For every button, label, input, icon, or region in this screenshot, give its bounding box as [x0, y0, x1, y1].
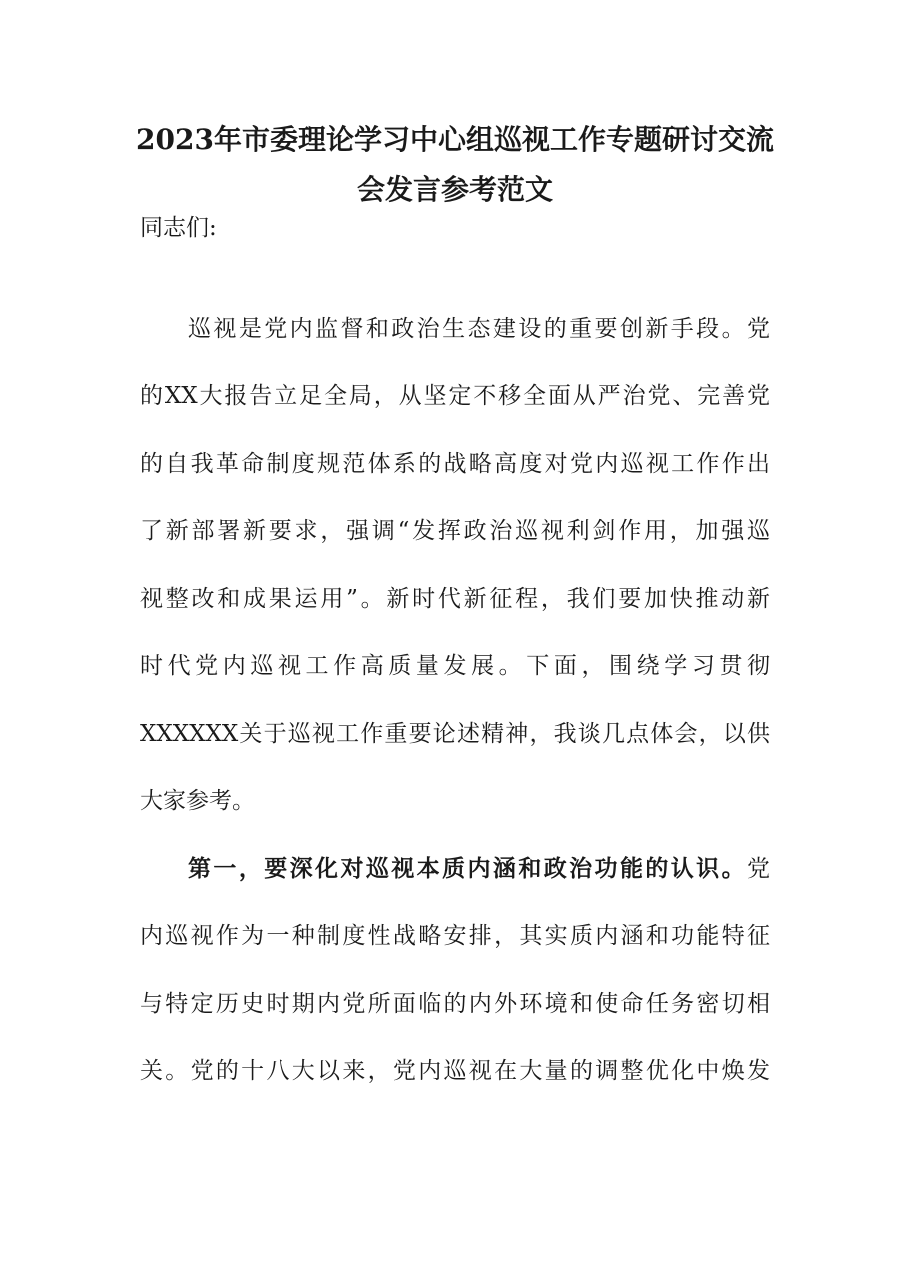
section-heading: 第一，要深化对巡视本质内涵和政治功能的认识。 [188, 855, 747, 882]
paragraph-line: 关。党的十八大以来，党内巡视在大量的调整优化中焕发 [140, 1058, 770, 1084]
paragraph-line: 的自我革命制度规范体系的战略高度对党内巡视工作作出 [140, 451, 770, 477]
salutation: 同志们: [140, 215, 217, 241]
paragraph-line: 巡视是党内监督和政治生态建设的重要创新手段。党 [188, 316, 770, 342]
section-heading-tail: 党 [747, 856, 770, 882]
paragraph-line: 与特定历史时期内党所面临的内外环境和使命任务密切相 [140, 991, 770, 1017]
document-title-line-1: 2023年市委理论学习中心组巡视工作专题研讨交流 [136, 123, 774, 156]
document-title-line-2: 会发言参考范文 [356, 173, 553, 206]
paragraph-line: 了新部署新要求，强调“发挥政治巡视利剑作用，加强巡 [140, 518, 770, 544]
section-heading-line [188, 853, 770, 885]
paragraph-line: 内巡视作为一种制度性战略安排，其实质内涵和功能特征 [140, 923, 770, 949]
paragraph-line: 大家参考。 [140, 788, 255, 814]
paragraph-line: 视整改和成果运用”。新时代新征程，我们要加快推动新 [140, 586, 770, 612]
paragraph-line: 的XX大报告立足全局，从坚定不移全面从严治党、完善党 [140, 383, 770, 409]
paragraph-line: XXXXXX关于巡视工作重要论述精神，我谈几点体会，以供 [140, 721, 770, 747]
paragraph-line: 时代党内巡视工作高质量发展。下面，围绕学习贯彻 [140, 653, 770, 679]
